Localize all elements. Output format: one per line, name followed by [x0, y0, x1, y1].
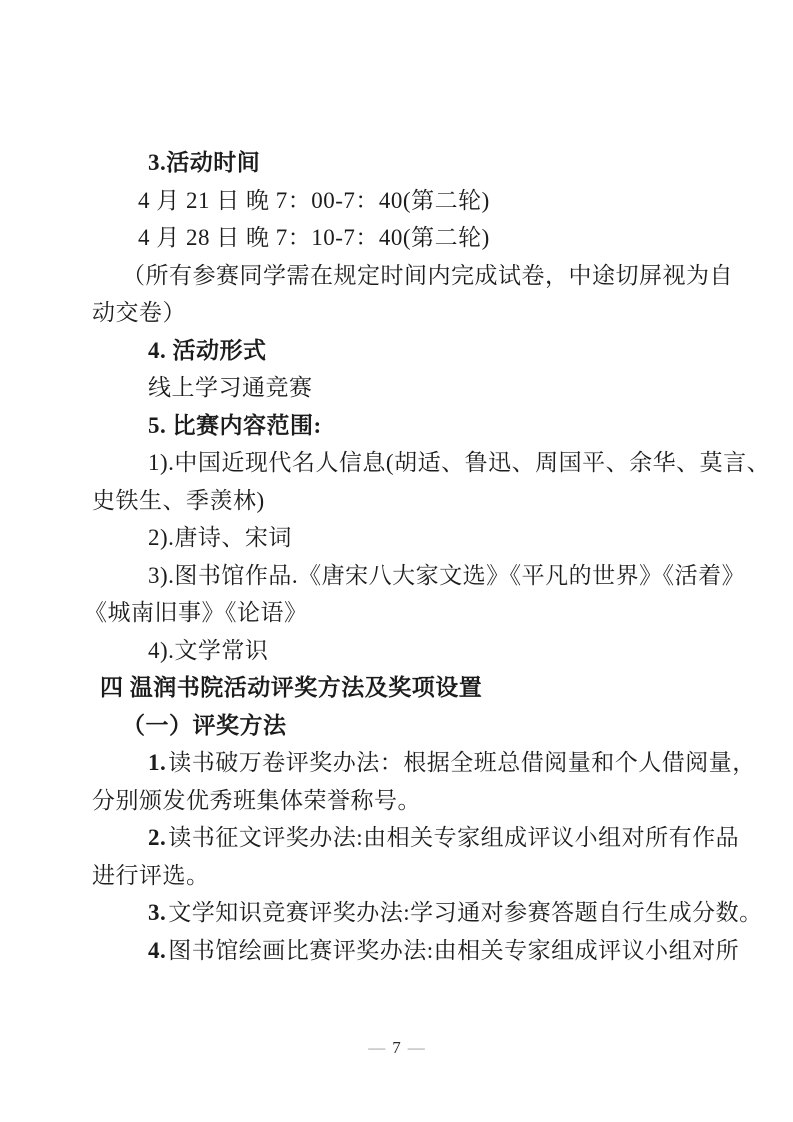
doc-line-award-2: [92, 819, 740, 857]
heading-section-four: 四 温润书院活动评奖方法及奖项设置: [100, 675, 483, 700]
page-number: 7: [392, 1038, 401, 1057]
page-footer: [0, 1036, 793, 1060]
doc-line-award-4: [92, 932, 740, 970]
doc-line-note-1: （所有参赛同学需在规定时间内完成试卷，中途切屏视为自: [122, 262, 733, 288]
doc-line-award-1b: 分别颁发优秀班集体荣誉称号。: [92, 787, 421, 813]
list-number: 3.: [148, 900, 167, 925]
list-number: 2.: [148, 825, 167, 850]
doc-line-scope-item-3: 3).图书馆作品.《唐宋八大家文选》《平凡的世界》《活着》: [148, 562, 746, 588]
doc-line-scope-item-3b: 《城南旧事》《论语》: [84, 600, 308, 625]
doc-line-date-1: 4 月 21 日 晚 7：00-7：40(第二轮): [138, 187, 490, 213]
doc-line-award-2b: 进行评选。: [92, 862, 210, 888]
doc-line-text: 读书破万卷评奖办法：根据全班总借阅量和个人借阅量，: [168, 750, 756, 775]
heading-contest-scope: 5. 比赛内容范围:: [148, 412, 322, 438]
doc-line-award-1: [92, 744, 756, 782]
doc-line-scope-item-2: 2).唐诗、宋词: [148, 525, 292, 550]
footer-left-dash: —: [368, 1038, 386, 1057]
heading-award-method: （一）评奖方法: [122, 712, 287, 738]
heading-activity-format: 4. 活动形式: [148, 337, 267, 363]
doc-line-text: 文学知识竞赛评奖办法:学习通对参赛答题自行生成分数。: [168, 900, 763, 925]
doc-line-scope-item-1: 1).中国近现代名人信息(胡适、鲁迅、周国平、余华、莫言、: [148, 450, 771, 475]
heading-activity-time: 3.活动时间: [148, 150, 261, 175]
doc-line-text: 图书馆绘画比赛评奖办法:由相关专家组成评议小组对所: [168, 937, 740, 963]
doc-line-date-2: 4 月 28 日 晚 7：10-7：40(第二轮): [138, 225, 490, 250]
doc-line-format-body: 线上学习通竞赛: [148, 375, 313, 400]
doc-line-award-3: [92, 894, 763, 932]
doc-line-scope-item-4: 4).文学常识: [148, 637, 269, 663]
footer-right-dash: —: [407, 1038, 425, 1057]
doc-line-scope-item-1b: 史铁生、季羡林): [92, 487, 265, 513]
doc-line-text: 读书征文评奖办法:由相关专家组成评议小组对所有作品: [168, 825, 740, 850]
doc-line-note-2: 动交卷）: [92, 300, 186, 325]
list-number: 4.: [148, 937, 167, 963]
list-number: 1.: [148, 750, 167, 775]
document-body: [84, 144, 771, 969]
